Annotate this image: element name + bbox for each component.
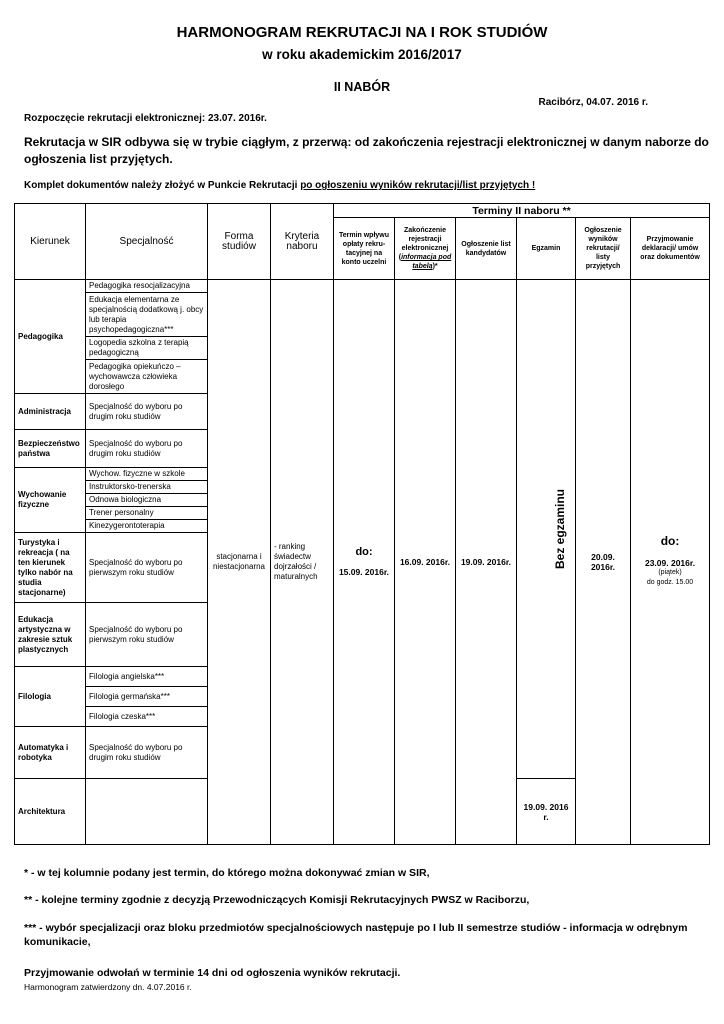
egzamin-text: Bez egzaminu <box>553 488 568 569</box>
footnote-2: ** - kolejne terminy zgodnie z decyzją Przewodniczących Komisji Rekrutacyjnych PWSZ w Raciborzu, <box>24 894 530 906</box>
spec-arch-empty <box>86 779 208 845</box>
footnote-1: * - w tej kolumnie podany jest termin, do którego można dokonywać zmian w SIR, <box>24 867 430 879</box>
deklaracje-time: do godz. 15.00 <box>646 579 694 586</box>
spec-ped-4: Pedagogika opiekuńczo – wychowawcza człowieka dorosłego <box>86 360 208 394</box>
document-subtitle: w roku akademickim 2016/2017 <box>262 47 462 62</box>
kierunek-architektura: Architektura <box>15 779 86 845</box>
spec-ped-1: Pedagogika resocjalizacyjna <box>86 280 208 293</box>
header-rejestracja <box>395 218 456 280</box>
rejestracja-date: 16.09. 2016r. <box>395 280 456 845</box>
kierunek-edukacja: Edukacja artystyczna w zakresie sztuk plastycznych <box>15 603 86 667</box>
kryteria-naboru: - ranking świadectw dojrzałości / maturalnych <box>271 280 334 845</box>
header-kryteria: Kryteria naboru <box>271 204 334 280</box>
spec-ped-3: Logopedia szkolna z terapią pedagogiczną <box>86 337 208 360</box>
forma-studiow: stacjonarna i niestacjonarna <box>208 280 271 845</box>
kierunek-bezpieczenstwo: Bezpieczeństwo państwa <box>15 430 86 468</box>
recruitment-start: Rozpoczęcie rekrutacji elektronicznej: 23.07. 2016r. <box>24 113 267 124</box>
document-title: HARMONOGRAM REKRUTACJI NA I ROK STUDIÓW <box>176 24 548 41</box>
documents-note-prefix: Komplet dokumentów należy złożyć w Punkcie Rekrutacji <box>24 180 301 191</box>
spec-tur: Specjalność do wyboru po pierwszym roku studiów <box>86 533 208 603</box>
kierunek-administracja: Administracja <box>15 394 86 430</box>
deklaracje-cell <box>631 280 710 845</box>
spec-edu: Specjalność do wyboru po pierwszym roku studiów <box>86 603 208 667</box>
kierunek-filologia: Filologia <box>15 667 86 727</box>
header-listy: Ogłoszenie list kandydatów <box>456 218 517 280</box>
header-wyniki: Ogłoszenie wyników rekrutacji/ listy przyjętych <box>576 218 631 280</box>
header-oplata: Termin wpływu opłaty rekru-tacyjnej na konto uczelni <box>334 218 395 280</box>
header-kierunek: Kierunek <box>15 204 86 280</box>
oplata-date: 15.09. 2016r. <box>338 567 390 577</box>
place-date: Racibórz, 04.07. 2016 r. <box>538 97 648 108</box>
spec-wf-2: Instruktorsko-trenerska <box>86 481 208 494</box>
footnote-appeals: Przyjmowanie odwołań w terminie 14 dni od ogłoszenia wyników rekrutacji. <box>24 967 401 979</box>
footnote-3: *** - wybór specjalizacji oraz bloku przedmiotów specjalnościowych następuje po I lub II semestrze studiów - informacja w odrębnym komunikacie, <box>24 922 688 948</box>
approval-note: Harmonogram zatwierdzony dn. 4.07.2016 r. <box>24 982 192 992</box>
wyniki-date: 20.09. 2016r. <box>576 280 631 845</box>
spec-wf-1: Wychow. fizyczne w szkole <box>86 468 208 481</box>
header-rejestracja-a: Zakończenie rejestracji elektronicznej ( <box>398 227 449 261</box>
spec-adm: Specjalność do wyboru po drugim roku studiów <box>86 394 208 430</box>
spec-bez: Specjalność do wyboru po drugim roku studiów <box>86 430 208 468</box>
deklaracje-date: 23.09. 2016r. <box>644 558 696 568</box>
kierunek-pedagogika: Pedagogika <box>15 280 86 394</box>
oplata-do: do: <box>355 546 373 558</box>
deklaracje-day: (piątek) <box>658 569 682 576</box>
deklaracje-do: do: <box>660 534 680 548</box>
spec-aut: Specjalność do wyboru po drugim roku studiów <box>86 727 208 779</box>
documents-note-underlined: po ogłoszeniu wyników rekrutacji/list przyjętych ! <box>300 180 536 191</box>
spec-wf-4: Trener personalny <box>86 507 208 520</box>
spec-fil-1: Filologia angielska*** <box>86 667 208 687</box>
kierunek-automatyka: Automatyka i robotyka <box>15 727 86 779</box>
header-egzamin: Egzamin <box>517 218 576 280</box>
spec-ped-2: Edukacja elementarna ze specjalnością dodatkową j. obcy lub terapia psychopedagogiczna*** <box>86 293 208 337</box>
schedule-table <box>14 203 710 845</box>
oplata-cell <box>334 280 395 845</box>
listy-date: 19.09. 2016r. <box>456 280 517 845</box>
spec-wf-5: Kinezygerontoterapia <box>86 520 208 533</box>
header-rejestracja-link: informacja pod tabelą <box>401 254 452 270</box>
spec-fil-2: Filologia germańska*** <box>86 687 208 707</box>
kierunek-turystyka: Turystyka i rekreacja ( na ten kierunek tylko nabór na studia stacjonarne) <box>15 533 86 603</box>
spec-wf-3: Odnowa biologiczna <box>86 494 208 507</box>
round-title: II NABÓR <box>333 80 391 94</box>
spec-fil-3: Filologia czeska*** <box>86 707 208 727</box>
header-deklaracje: Przyjmowanie deklaracji/ umów oraz dokumentów <box>631 218 710 280</box>
egzamin-arch-date: 19.09. 2016 r. <box>517 779 576 845</box>
header-rejestracja-b: )* <box>432 263 438 270</box>
documents-note <box>24 180 535 191</box>
kierunek-wychowanie: Wychowanie fizyczne <box>15 468 86 533</box>
header-specjalnosc: Specjalność <box>86 204 208 280</box>
egzamin-cell <box>517 280 576 779</box>
recruitment-mode: Rekrutacja w SIR odbywa się w trybie ciągłym, z przerwą: od zakończenia rejestracji elektronicznej w danym naborze do ogłoszenia list przyjętych. <box>24 135 709 166</box>
header-terminy: Terminy II naboru ** <box>334 204 710 218</box>
header-forma: Forma studiów <box>208 204 271 280</box>
